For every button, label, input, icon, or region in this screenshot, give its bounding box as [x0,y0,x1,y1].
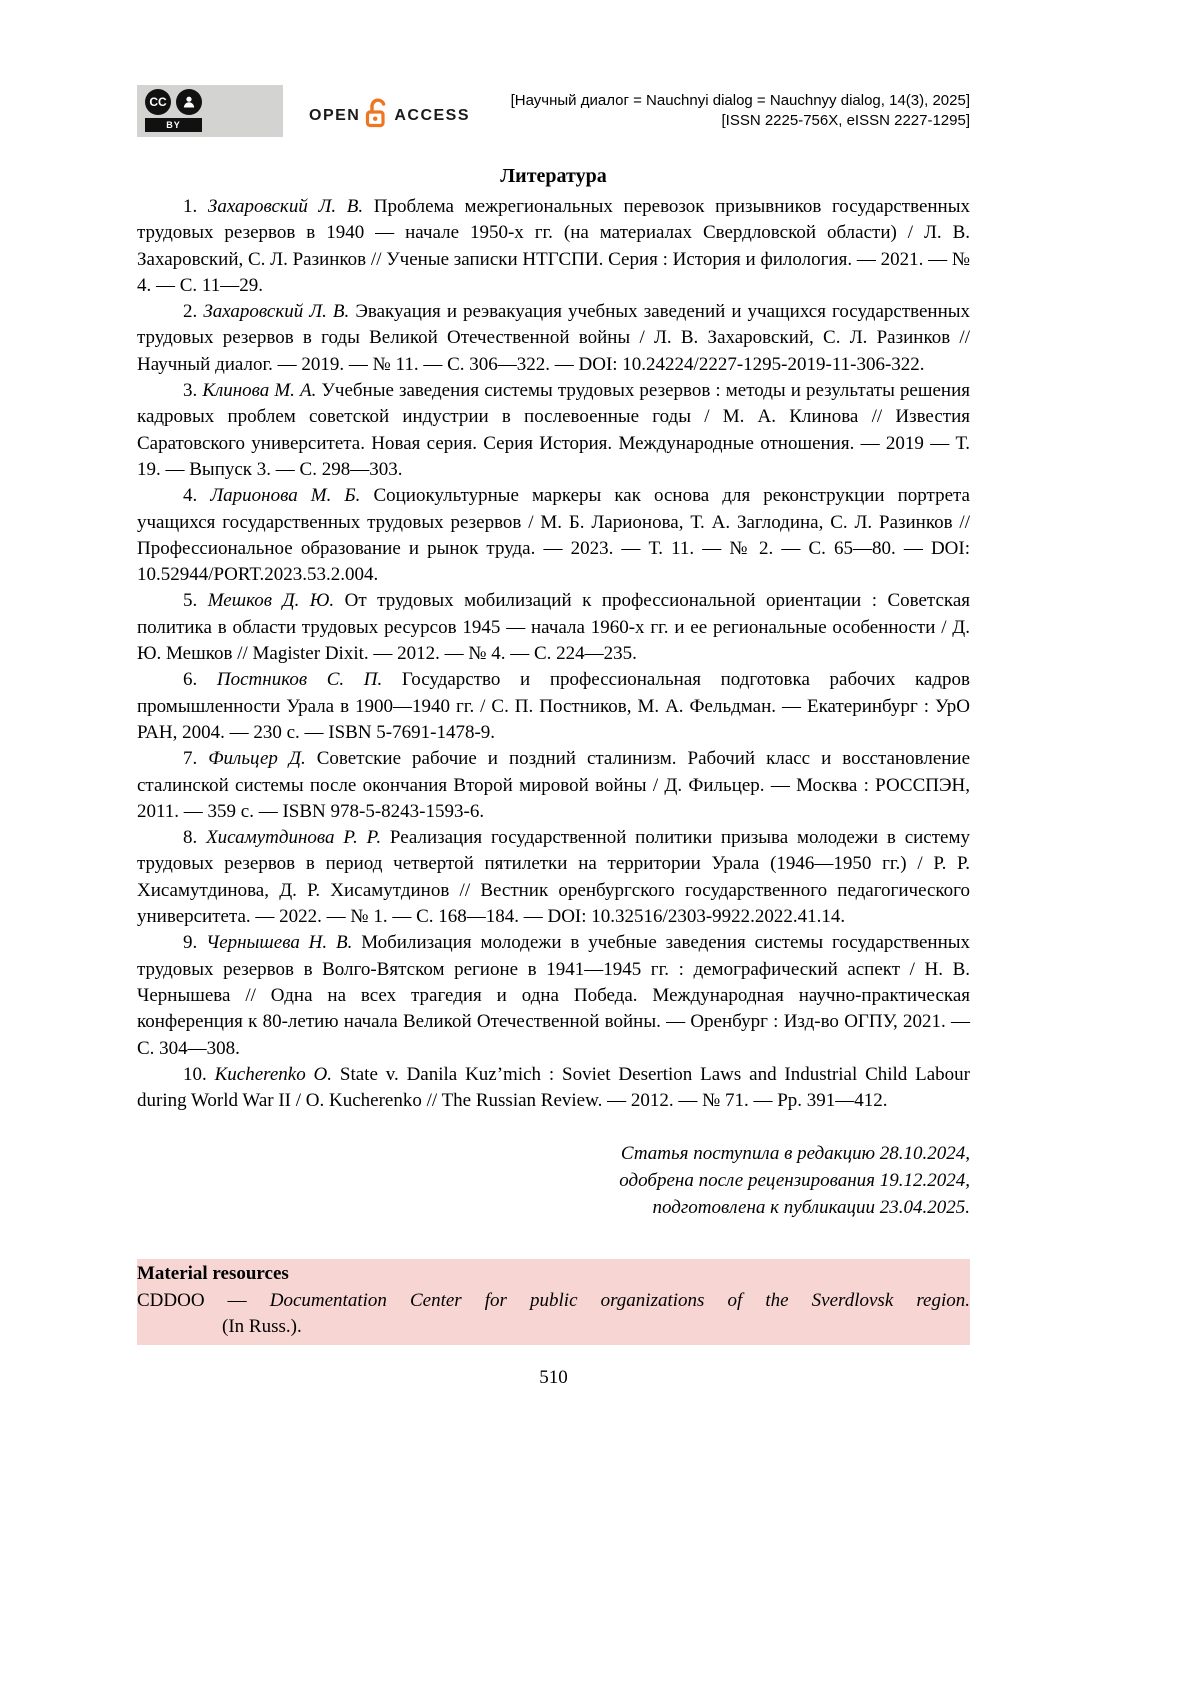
reference-author: Захаровский Л. В. [207,196,364,217]
reference-author: Kucherenko O. [214,1063,333,1085]
reference-author: Хисамутдинова Р. Р. [206,827,382,849]
reference-text: От трудовых мобилизаций к профессиональной ориентации : Советская политика в области трудовых ресурсов 1945 — начала 1960-х гг. и ее региональные особенности / Д. Ю. Мешков // Magister Dixit. — 2012. — № 4. — С. 224—235. [137,590,971,665]
reference-number: 10. [183,1063,207,1085]
reference-item-1 [137,194,970,299]
page-number: 510 [539,1366,568,1388]
cc-icon [145,89,171,115]
material-resources-title: Documentation Center for public organizations of the Sverdlovsk region. [269,1289,970,1311]
reference-item-3 [137,378,970,483]
reference-text: Социокультурные маркеры как основа для реконструкции портрета учащихся государственных трудовых резервов / М. Б. Ларионова, Т. А. Заглодина, С. Л. Разинков // Профессиональное образование и рынок труда. — 2023. — Т. 11. — № 2. — С. 65—80. — DOI: 10.52944/PORT.2023.53.2.004. [137,485,970,586]
open-access-open-text: OPEN [309,106,361,124]
license-badges [137,85,470,137]
reference-item-9 [137,930,970,1061]
reference-number: 5. [183,590,198,612]
reference-item-2 [137,299,970,378]
material-resources-entry [137,1288,970,1315]
submission-prepared-line: подготовлена к публикации 23.04.2025. [652,1197,970,1219]
journal-title-line: [Научный диалог = Nauchnyi dialog = Nauchnyy dialog, 14(3), 2025] [510,92,970,109]
journal-page [137,0,970,1389]
reference-author: Ларионова М. Б. [210,485,361,507]
reference-text: Государство и профессиональная подготовка рабочих кадров промышленности Урала в 1900—1940 гг. / С. П. Постников, М. А. Фельдман. — Екатеринбург : УрО РАН, 2004. — 230 с. — ISBN 5-7691-1478-9. [137,669,971,743]
reference-item-8 [137,825,970,930]
reference-number: 2. [183,301,198,323]
journal-issn-line: [ISSN 2225-756X, eISSN 2227-1295] [721,112,970,129]
reference-item-5 [137,588,970,667]
reference-number: 8. [183,827,198,849]
reference-item-4 [137,483,970,588]
material-resources-tail: (In Russ.). [222,1316,302,1338]
open-access-access-text: ACCESS [394,106,471,124]
reference-text: Учебные заведения системы трудовых резервов : методы и результаты решения кадровых проблем советской индустрии в послевоенные годы / М. А. Клинова // Известия Саратовского университета. Новая серия. Серия История. Международные отношения. — 2019 — Т. 19. — Выпуск 3. — С. 298—303. [137,380,971,480]
reference-text: Советские рабочие и поздний сталинизм. Рабочий класс и восстановление сталинской системы после окончания Второй мировой войны / Д. Фильцер. — Москва : РОССПЭН, 2011. — 359 с. — ISBN 978-5-8243-1593-6. [137,748,971,822]
reference-number: 3. [183,380,198,402]
reference-text: Мобилизация молодежи в учебные заведения системы государственных трудовых резервов в Волго-Вятском регионе в 1941—1945 гг. : демографический аспект / Н. В. Чернышева // Одна на всех трагедия и одна Победа. Международная научно-практическая конференция к 80-летию начала Великой Отечественной войны. — Оренбург : Изд-во ОГПУ, 2021. — С. 304—308. [137,932,971,1059]
reference-author: Фильцер Д. [208,748,306,770]
reference-author: Мешков Д. Ю. [207,590,335,612]
reference-author: Захаровский Л. В. [203,301,350,323]
reference-item-6 [137,667,970,746]
submission-received-line: Статья поступила в редакцию 28.10.2024, [620,1143,970,1165]
open-lock-icon [365,97,389,134]
open-access-logo [309,85,470,134]
references-heading: Литература [500,165,607,187]
reference-number: 1. [183,196,198,217]
person-icon [176,89,202,115]
cc-icon-text: CC [149,95,167,109]
reference-author: Клинова М. А. [202,380,317,402]
reference-author: Постников С. П. [216,669,383,691]
material-resources-block [137,1259,970,1345]
reference-number: 7. [183,748,198,770]
material-resources-heading: Material resources [137,1263,289,1285]
reference-text: Эвакуация и реэвакуация учебных заведений и учащихся государственных трудовых резервов в годы Великой Отечественной войны / Л. В. Захаровский, С. Л. Разинков // Научный диалог. — 2019. — № 11. — С. 306—322. — DOI: 10.24224/2227-1295-2019-11-306-322. [137,301,971,375]
reference-number: 6. [183,669,198,691]
submission-dates [137,1140,970,1221]
reference-number: 4. [183,485,198,507]
cc-by-label: BY [145,118,202,132]
cc-by-badge [137,85,283,137]
material-resources-dash: — [204,1289,270,1311]
cc-circles [145,89,275,115]
material-resources-abbr: CDDOO [137,1289,205,1311]
page-header [137,85,970,137]
reference-author: Чернышева Н. В. [206,932,353,954]
reference-item-10 [137,1062,970,1115]
reference-item-7 [137,746,970,825]
reference-number: 9. [183,932,198,954]
reference-text: State v. Danila Kuz’mich : Soviet Desertion Laws and Industrial Child Labour during World War II / O. Kucherenko // The Russian Review. — 2012. — № 71. — Pp. 391—412. [137,1063,971,1112]
reference-text: Проблема межрегиональных перевозок призывников государственных трудовых резервов в 1940 — начале 1950-х гг. (на материалах Свердловской области) / Л. В. Захаровский, С. Л. Разинков // Ученые записки НТГСПИ. Серия : История и филология. — 2021. — № 4. — С. 11—29. [137,196,970,296]
journal-info [511,85,970,131]
submission-approved-line: одобрена после рецензирования 19.12.2024, [619,1170,970,1192]
reference-text: Реализация государственной политики призыва молодежи в систему трудовых резервов в период четвертой пятилетки на территории Урала (1946—1950 гг.) / Р. Р. Хисамутдинова, Д. Р. Хисамутдинов // Вестник оренбургского государственного педагогического университета. — 2022. — № 1. — С. 168—184. — DOI: 10.32516/2303-9922.2022.41.14. [137,827,970,928]
